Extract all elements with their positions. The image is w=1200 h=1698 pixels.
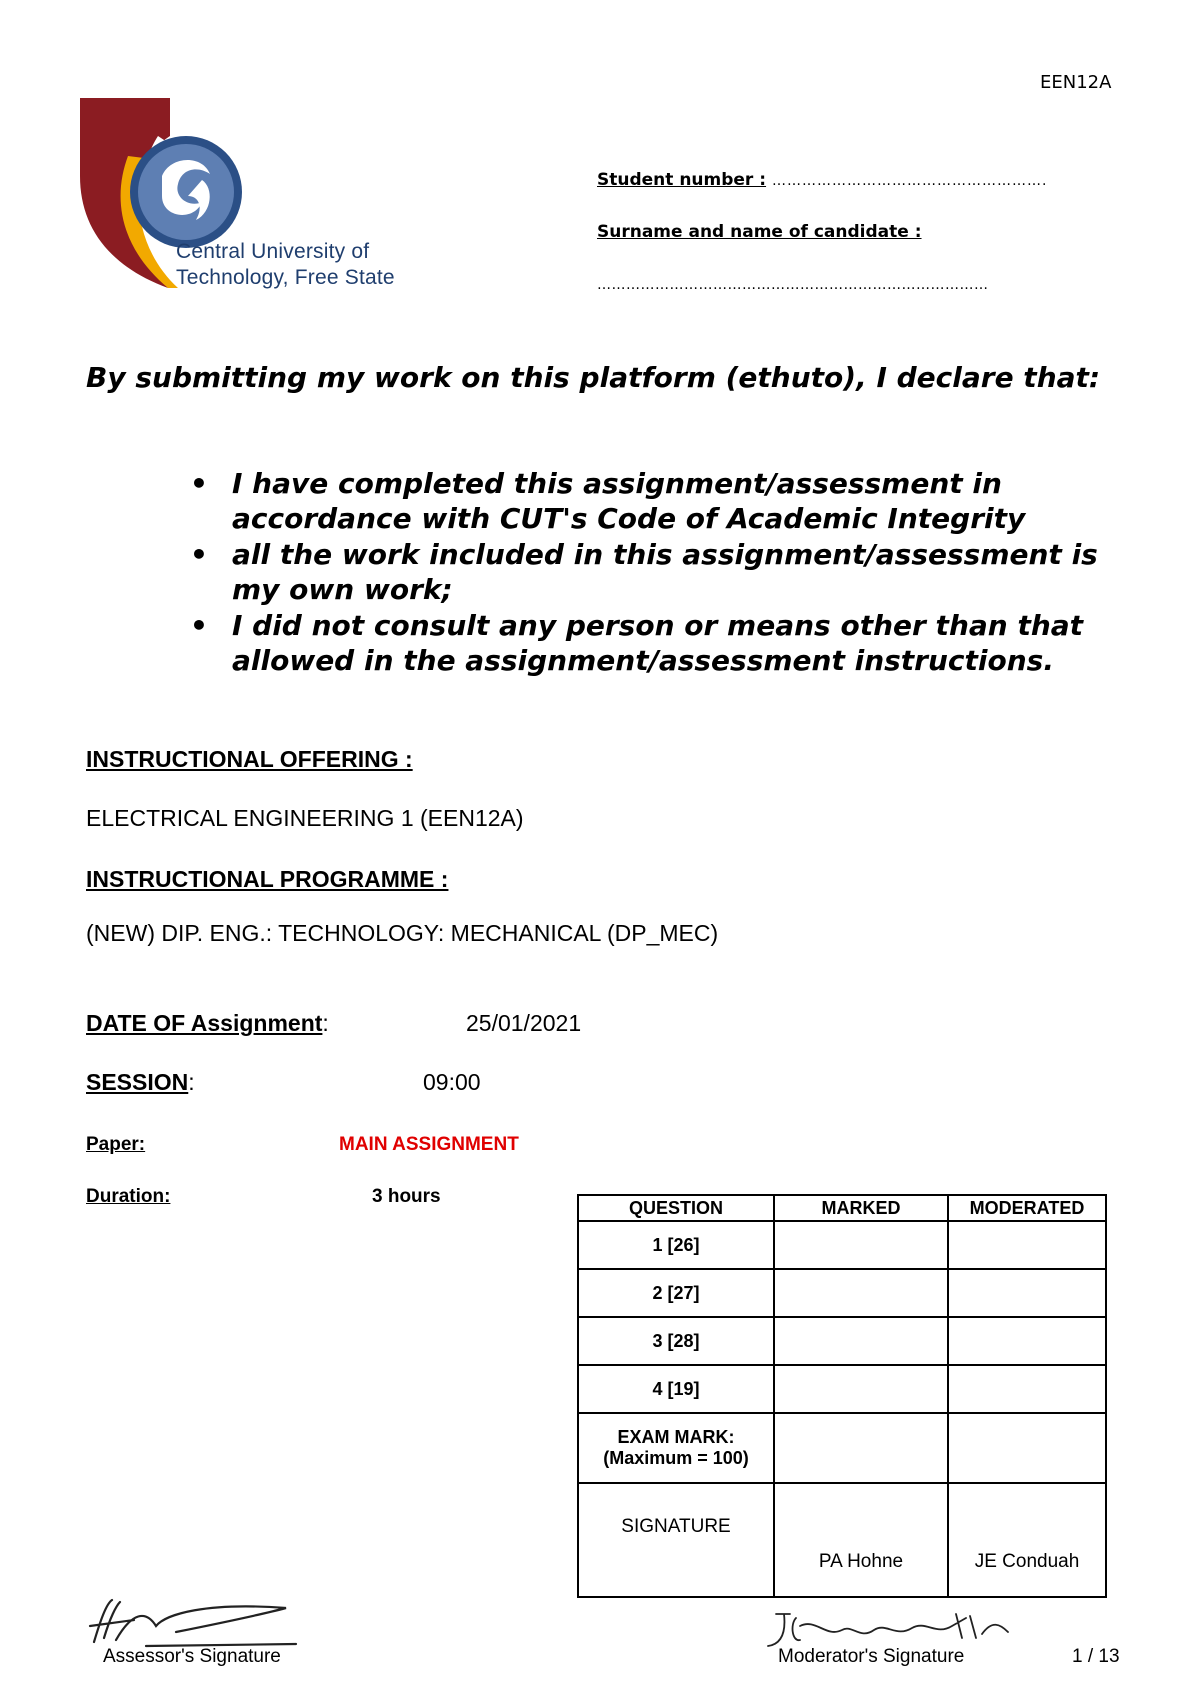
header-marked: MARKED xyxy=(774,1195,948,1221)
question-cell: 4 [19] xyxy=(578,1365,774,1413)
moderated-cell[interactable] xyxy=(948,1413,1106,1483)
session-value: 09:00 xyxy=(423,1069,481,1095)
candidate-name-row xyxy=(597,222,922,242)
marked-cell[interactable] xyxy=(774,1221,948,1269)
programme-label: INSTRUCTIONAL PROGRAMME : xyxy=(86,866,449,892)
marks-table xyxy=(577,1194,1107,1598)
course-code: EEN12A xyxy=(1040,72,1112,93)
session-label: SESSION xyxy=(86,1069,189,1095)
moderated-cell[interactable] xyxy=(948,1317,1106,1365)
table-row xyxy=(578,1269,1106,1317)
duration-value: 3 hours xyxy=(372,1186,441,1207)
declaration-intro: By submitting my work on this platform (ethuto), I declare that: xyxy=(86,361,1101,394)
duration-label: Duration: xyxy=(86,1186,171,1207)
bullet-icon: • xyxy=(190,609,208,642)
moderated-cell[interactable] xyxy=(948,1365,1106,1413)
session-label-row: SESSION: xyxy=(86,1069,195,1095)
paper-value: MAIN ASSIGNMENT xyxy=(339,1134,519,1155)
date-label-row: DATE OF Assignment: xyxy=(86,1010,329,1036)
candidate-name-field[interactable]: ……………………………………………………………………… xyxy=(597,277,989,293)
student-number-row xyxy=(597,170,1047,190)
marked-by-cell: PA Hohne xyxy=(774,1483,948,1597)
question-cell: 3 [28] xyxy=(578,1317,774,1365)
student-number-label: Student number : xyxy=(597,170,767,190)
marked-cell[interactable] xyxy=(774,1317,948,1365)
moderated-cell[interactable] xyxy=(948,1269,1106,1317)
bullet-icon: • xyxy=(190,467,208,500)
question-cell: 1 [26] xyxy=(578,1221,774,1269)
exam-mark-row xyxy=(578,1413,1106,1483)
table-row xyxy=(578,1221,1106,1269)
signature-label-cell: SIGNATURE xyxy=(578,1483,774,1597)
moderated-cell[interactable] xyxy=(948,1221,1106,1269)
declaration-item: • all the work included in this assignment/assessment is my own work; xyxy=(190,538,1098,606)
offering-value: ELECTRICAL ENGINEERING 1 (EEN12A) xyxy=(86,805,524,831)
paper-label: Paper: xyxy=(86,1134,146,1155)
signature-row xyxy=(578,1483,1106,1597)
exam-mark-cell: EXAM MARK: (Maximum = 100) xyxy=(578,1413,774,1483)
table-row xyxy=(578,1365,1106,1413)
declaration-item: • I have completed this assignment/assessment in accordance with CUT's Code of Academic Integrity xyxy=(190,467,1026,535)
header-moderated: MODERATED xyxy=(948,1195,1106,1221)
offering-label: INSTRUCTIONAL OFFERING : xyxy=(86,746,413,772)
programme-value: (NEW) DIP. ENG.: TECHNOLOGY: MECHANICAL (DP_MEC) xyxy=(86,920,719,946)
table-row xyxy=(578,1317,1106,1365)
moderator-signature-label: Moderator's Signature xyxy=(778,1646,965,1667)
page-number: 1 / 13 xyxy=(1072,1646,1120,1667)
declaration-list xyxy=(190,466,1120,679)
marked-cell[interactable] xyxy=(774,1413,948,1483)
marked-cell[interactable] xyxy=(774,1365,948,1413)
date-value: 25/01/2021 xyxy=(466,1010,582,1036)
question-cell: 2 [27] xyxy=(578,1269,774,1317)
moderated-by-cell: JE Conduah xyxy=(948,1483,1106,1597)
table-header-row xyxy=(578,1195,1106,1221)
student-number-field[interactable]: ………………………………………………. xyxy=(771,173,1048,189)
assessor-signature-image xyxy=(86,1592,306,1652)
declaration-item: • I did not consult any person or means other than that allowed in the assignment/assessment instructions. xyxy=(190,609,1084,677)
candidate-name-label: Surname and name of candidate : xyxy=(597,222,922,242)
logo-text-line1: Central University of xyxy=(176,240,370,263)
marked-cell[interactable] xyxy=(774,1269,948,1317)
logo-text-line2: Technology, Free State xyxy=(176,266,395,289)
bullet-icon: • xyxy=(190,538,208,571)
date-label: DATE OF Assignment xyxy=(86,1010,323,1036)
assessor-signature-label: Assessor's Signature xyxy=(103,1646,281,1667)
header-question: QUESTION xyxy=(578,1195,774,1221)
